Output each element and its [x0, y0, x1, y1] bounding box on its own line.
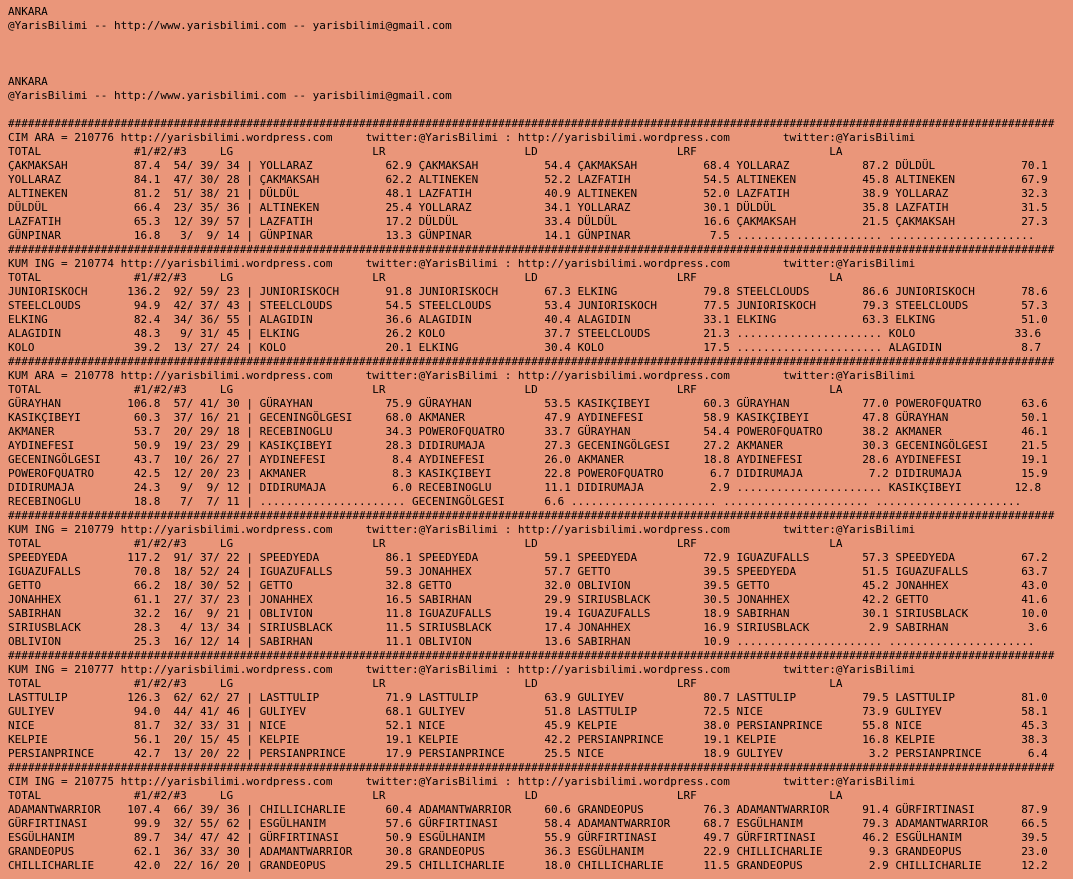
text-line: ANKARA: [8, 5, 48, 18]
blank-line: [8, 47, 1054, 61]
result-row: ALTINEKEN 81.2 51/ 38/ 21 | DÜLDÜL 48.1 LAZFATIH 40.9 ALTINEKEN 52.0 LAZFATIH 38.9 YOLLARAZ 32.3: [8, 187, 1048, 200]
result-row: GÜRFIRTINASI 99.9 32/ 55/ 62 | ESGÜLHANIM 57.6 GÜRFIRTINASI 58.4 ADAMANTWARRIOR 68.7 ESGÜLHANIM 79.3 ADAMANTWARRIOR 66.5: [8, 817, 1048, 830]
result-row: SPEEDYEDA 117.2 91/ 37/ 22 | SPEEDYEDA 86.1 SPEEDYEDA 59.1 SPEEDYEDA 72.9 IGUAZUFALLS 57.3 SPEEDYEDA 67.2: [8, 551, 1048, 564]
result-row: LAZFATIH 65.3 12/ 39/ 57 | LAZFATIH 17.2 DÜLDÜL 33.4 DÜLDÜL 16.6 ÇAKMAKSAH 21.5 ÇAKMAKSAH 27.3: [8, 215, 1048, 228]
result-row: AKMANER 53.7 20/ 29/ 18 | RECEBINOGLU 34.3 POWEROFQUATRO 33.7 GÜRAYHAN 54.4 POWEROFQUATRO 38.2 AKMANER 46.1: [8, 425, 1048, 438]
race-header-line: KUM ING = 210777 http://yarisbilimi.wordpress.com twitter:@YarisBilimi : http://yarisbilimi.wordpress.com twitter:@YarisBilimi: [8, 663, 916, 676]
text-line: ANKARA: [8, 75, 48, 88]
result-row: POWEROFQUATRO 42.5 12/ 20/ 23 | AKMANER 8.3 KASIKÇIBEYI 22.8 POWEROFQUATRO 6.7 DIDIRUMAJA 7.2 DIDIRUMAJA 15.9: [8, 467, 1048, 480]
result-row: GULIYEV 94.0 44/ 41/ 46 | GULIYEV 68.1 GULIYEV 51.8 LASTTULIP 72.5 NICE 73.9 GULIYEV 58.1: [8, 705, 1048, 718]
result-row: ALAGIDIN 48.3 9/ 31/ 45 | ELKING 26.2 KOLO 37.7 STEELCLOUDS 21.3 ...................... KOLO 33.6: [8, 327, 1042, 340]
separator-line: ##############################################################################################################################################################: [8, 117, 1055, 130]
result-row: DIDIRUMAJA 24.3 9/ 9/ 12 | DIDIRUMAJA 6.0 RECEBINOGLU 11.1 DIDIRUMAJA 2.9 ...................... KASIKÇIBEYI 12.8: [8, 481, 1042, 494]
column-header-line: TOTAL #1/#2/#3 LG LR LD LRF LA: [8, 789, 843, 802]
separator-line: ##############################################################################################################################################################: [8, 243, 1055, 256]
result-row: ESGÜLHANIM 89.7 34/ 47/ 42 | GÜRFIRTINASI 50.9 ESGÜLHANIM 55.9 GÜRFIRTINASI 49.7 GÜRFIRTINASI 46.2 ESGÜLHANIM 39.5: [8, 831, 1048, 844]
result-row: STEELCLOUDS 94.9 42/ 37/ 43 | STEELCLOUDS 54.5 STEELCLOUDS 53.4 JUNIORISKOCH 77.5 JUNIORISKOCH 79.3 STEELCLOUDS 57.3: [8, 299, 1048, 312]
result-row: KASIKÇIBEYI 60.3 37/ 16/ 21 | GECENINGÖLGESI 68.0 AKMANER 47.9 AYDINEFESI 58.9 KASIKÇIBEYI 47.8 GÜRAYHAN 50.1: [8, 411, 1048, 424]
result-row: GETTO 66.2 18/ 30/ 52 | GETTO 32.8 GETTO 32.0 OBLIVION 39.5 GETTO 45.2 JONAHHEX 43.0: [8, 579, 1048, 592]
separator-line: ##############################################################################################################################################################: [8, 761, 1055, 774]
column-header-line: TOTAL #1/#2/#3 LG LR LD LRF LA: [8, 537, 843, 550]
text-line: @YarisBilimi -- http://www.yarisbilimi.com -- yarisbilimi@gmail.com: [8, 89, 452, 102]
result-row: RECEBINOGLU 18.8 7/ 7/ 11 | ...................... GECENINGÖLGESI 6.6 ...................... ...................... ......................: [8, 495, 1022, 508]
separator-line: ##############################################################################################################################################################: [8, 509, 1055, 522]
result-row: ÇAKMAKSAH 87.4 54/ 39/ 34 | YOLLARAZ 62.9 ÇAKMAKSAH 54.4 ÇAKMAKSAH 68.4 YOLLARAZ 87.2 DÜLDÜL 70.1: [8, 159, 1048, 172]
race-header-line: KUM ARA = 210778 http://yarisbilimi.wordpress.com twitter:@YarisBilimi : http://yarisbilimi.wordpress.com twitter:@YarisBilimi: [8, 369, 916, 382]
result-row: ELKING 82.4 34/ 36/ 55 | ALAGIDIN 36.6 ALAGIDIN 40.4 ALAGIDIN 33.1 ELKING 63.3 ELKING 51.0: [8, 313, 1048, 326]
result-row: IGUAZUFALLS 70.8 18/ 52/ 24 | IGUAZUFALLS 59.3 JONAHHEX 57.7 GETTO 39.5 SPEEDYEDA 51.5 IGUAZUFALLS 63.7: [8, 565, 1048, 578]
column-header-line: TOTAL #1/#2/#3 LG LR LD LRF LA: [8, 145, 843, 158]
result-row: JONAHHEX 61.1 27/ 37/ 23 | JONAHHEX 16.5 SABIRHAN 29.9 SIRIUSBLACK 30.5 JONAHHEX 42.2 GETTO 41.6: [8, 593, 1048, 606]
result-row: SIRIUSBLACK 28.3 4/ 13/ 34 | SIRIUSBLACK 11.5 SIRIUSBLACK 17.4 JONAHHEX 16.9 SIRIUSBLACK 2.9 SABIRHAN 3.6: [8, 621, 1048, 634]
blank-line: [8, 103, 1054, 117]
column-header-line: TOTAL #1/#2/#3 LG LR LD LRF LA: [8, 383, 843, 396]
result-row: NICE 81.7 32/ 33/ 31 | NICE 52.1 NICE 45.9 KELPIE 38.0 PERSIANPRINCE 55.8 NICE 45.3: [8, 719, 1048, 732]
report-text: [8, 5, 1054, 873]
race-header-line: KUM ING = 210774 http://yarisbilimi.wordpress.com twitter:@YarisBilimi : http://yarisbilimi.wordpress.com twitter:@YarisBilimi: [8, 257, 916, 270]
result-row: KELPIE 56.1 20/ 15/ 45 | KELPIE 19.1 KELPIE 42.2 PERSIANPRINCE 19.1 KELPIE 16.8 KELPIE 38.3: [8, 733, 1048, 746]
column-header-line: TOTAL #1/#2/#3 LG LR LD LRF LA: [8, 677, 843, 690]
blank-line: [8, 33, 1054, 47]
text-line: @YarisBilimi -- http://www.yarisbilimi.com -- yarisbilimi@gmail.com: [8, 19, 452, 32]
result-row: OBLIVION 25.3 16/ 12/ 14 | SABIRHAN 11.1 OBLIVION 13.6 SABIRHAN 10.9 ...................... ......................: [8, 635, 1035, 648]
race-header-line: CIM ING = 210775 http://yarisbilimi.wordpress.com twitter:@YarisBilimi : http://yarisbilimi.wordpress.com twitter:@YarisBilimi: [8, 775, 916, 788]
separator-line: ##############################################################################################################################################################: [8, 649, 1055, 662]
result-row: YOLLARAZ 84.1 47/ 30/ 28 | ÇAKMAKSAH 62.2 ALTINEKEN 52.2 LAZFATIH 54.5 ALTINEKEN 45.8 ALTINEKEN 67.9: [8, 173, 1048, 186]
blank-line: [8, 61, 1054, 75]
result-row: GÜRAYHAN 106.8 57/ 41/ 30 | GÜRAYHAN 75.9 GÜRAYHAN 53.5 KASIKÇIBEYI 60.3 GÜRAYHAN 77.0 POWEROFQUATRO 63.6: [8, 397, 1048, 410]
result-row: DÜLDÜL 66.4 23/ 35/ 36 | ALTINEKEN 25.4 YOLLARAZ 34.1 YOLLARAZ 30.1 DÜLDÜL 35.8 LAZFATIH 31.5: [8, 201, 1048, 214]
result-row: LASTTULIP 126.3 62/ 62/ 27 | LASTTULIP 71.9 LASTTULIP 63.9 GULIYEV 80.7 LASTTULIP 79.5 LASTTULIP 81.0: [8, 691, 1048, 704]
result-row: KOLO 39.2 13/ 27/ 24 | KOLO 20.1 ELKING 30.4 KOLO 17.5 ...................... ALAGIDIN 8.7: [8, 341, 1042, 354]
result-row: ADAMANTWARRIOR 107.4 66/ 39/ 36 | CHILLICHARLIE 60.4 ADAMANTWARRIOR 60.6 GRANDEOPUS 76.3 ADAMANTWARRIOR 91.4 GÜRFIRTINASI 87.9: [8, 803, 1048, 816]
result-row: GÜNPINAR 16.8 3/ 9/ 14 | GÜNPINAR 13.3 GÜNPINAR 14.1 GÜNPINAR 7.5 ...................... ......................: [8, 229, 1035, 242]
result-row: PERSIANPRINCE 42.7 13/ 20/ 22 | PERSIANPRINCE 17.9 PERSIANPRINCE 25.5 NICE 18.9 GULIYEV 3.2 PERSIANPRINCE 6.4: [8, 747, 1048, 760]
result-row: GRANDEOPUS 62.1 36/ 33/ 30 | ADAMANTWARRIOR 30.8 GRANDEOPUS 36.3 ESGÜLHANIM 22.9 CHILLICHARLIE 9.3 GRANDEOPUS 23.0: [8, 845, 1048, 858]
result-row: CHILLICHARLIE 42.0 22/ 16/ 20 | GRANDEOPUS 29.5 CHILLICHARLIE 18.0 CHILLICHARLIE 11.5 GRANDEOPUS 2.9 CHILLICHARLIE 12.2: [8, 859, 1048, 872]
column-header-line: TOTAL #1/#2/#3 LG LR LD LRF LA: [8, 271, 843, 284]
result-row: JUNIORISKOCH 136.2 92/ 59/ 23 | JUNIORISKOCH 91.8 JUNIORISKOCH 67.3 ELKING 79.8 STEELCLOUDS 86.6 JUNIORISKOCH 78.6: [8, 285, 1048, 298]
race-header-line: KUM ING = 210779 http://yarisbilimi.wordpress.com twitter:@YarisBilimi : http://yarisbilimi.wordpress.com twitter:@YarisBilimi: [8, 523, 916, 536]
separator-line: ##############################################################################################################################################################: [8, 355, 1055, 368]
race-header-line: CIM ARA = 210776 http://yarisbilimi.wordpress.com twitter:@YarisBilimi : http://yarisbilimi.wordpress.com twitter:@YarisBilimi: [8, 131, 916, 144]
result-row: SABIRHAN 32.2 16/ 9/ 21 | OBLIVION 11.8 IGUAZUFALLS 19.4 IGUAZUFALLS 18.9 SABIRHAN 30.1 SIRIUSBLACK 10.0: [8, 607, 1048, 620]
result-row: GECENINGÖLGESI 43.7 10/ 26/ 27 | AYDINEFESI 8.4 AYDINEFESI 26.0 AKMANER 18.8 AYDINEFESI 28.6 AYDINEFESI 19.1: [8, 453, 1048, 466]
result-row: AYDINEFESI 50.9 19/ 23/ 29 | KASIKÇIBEYI 28.3 DIDIRUMAJA 27.3 GECENINGÖLGESI 27.2 AKMANER 30.3 GECENINGÖLGESI 21.5: [8, 439, 1048, 452]
